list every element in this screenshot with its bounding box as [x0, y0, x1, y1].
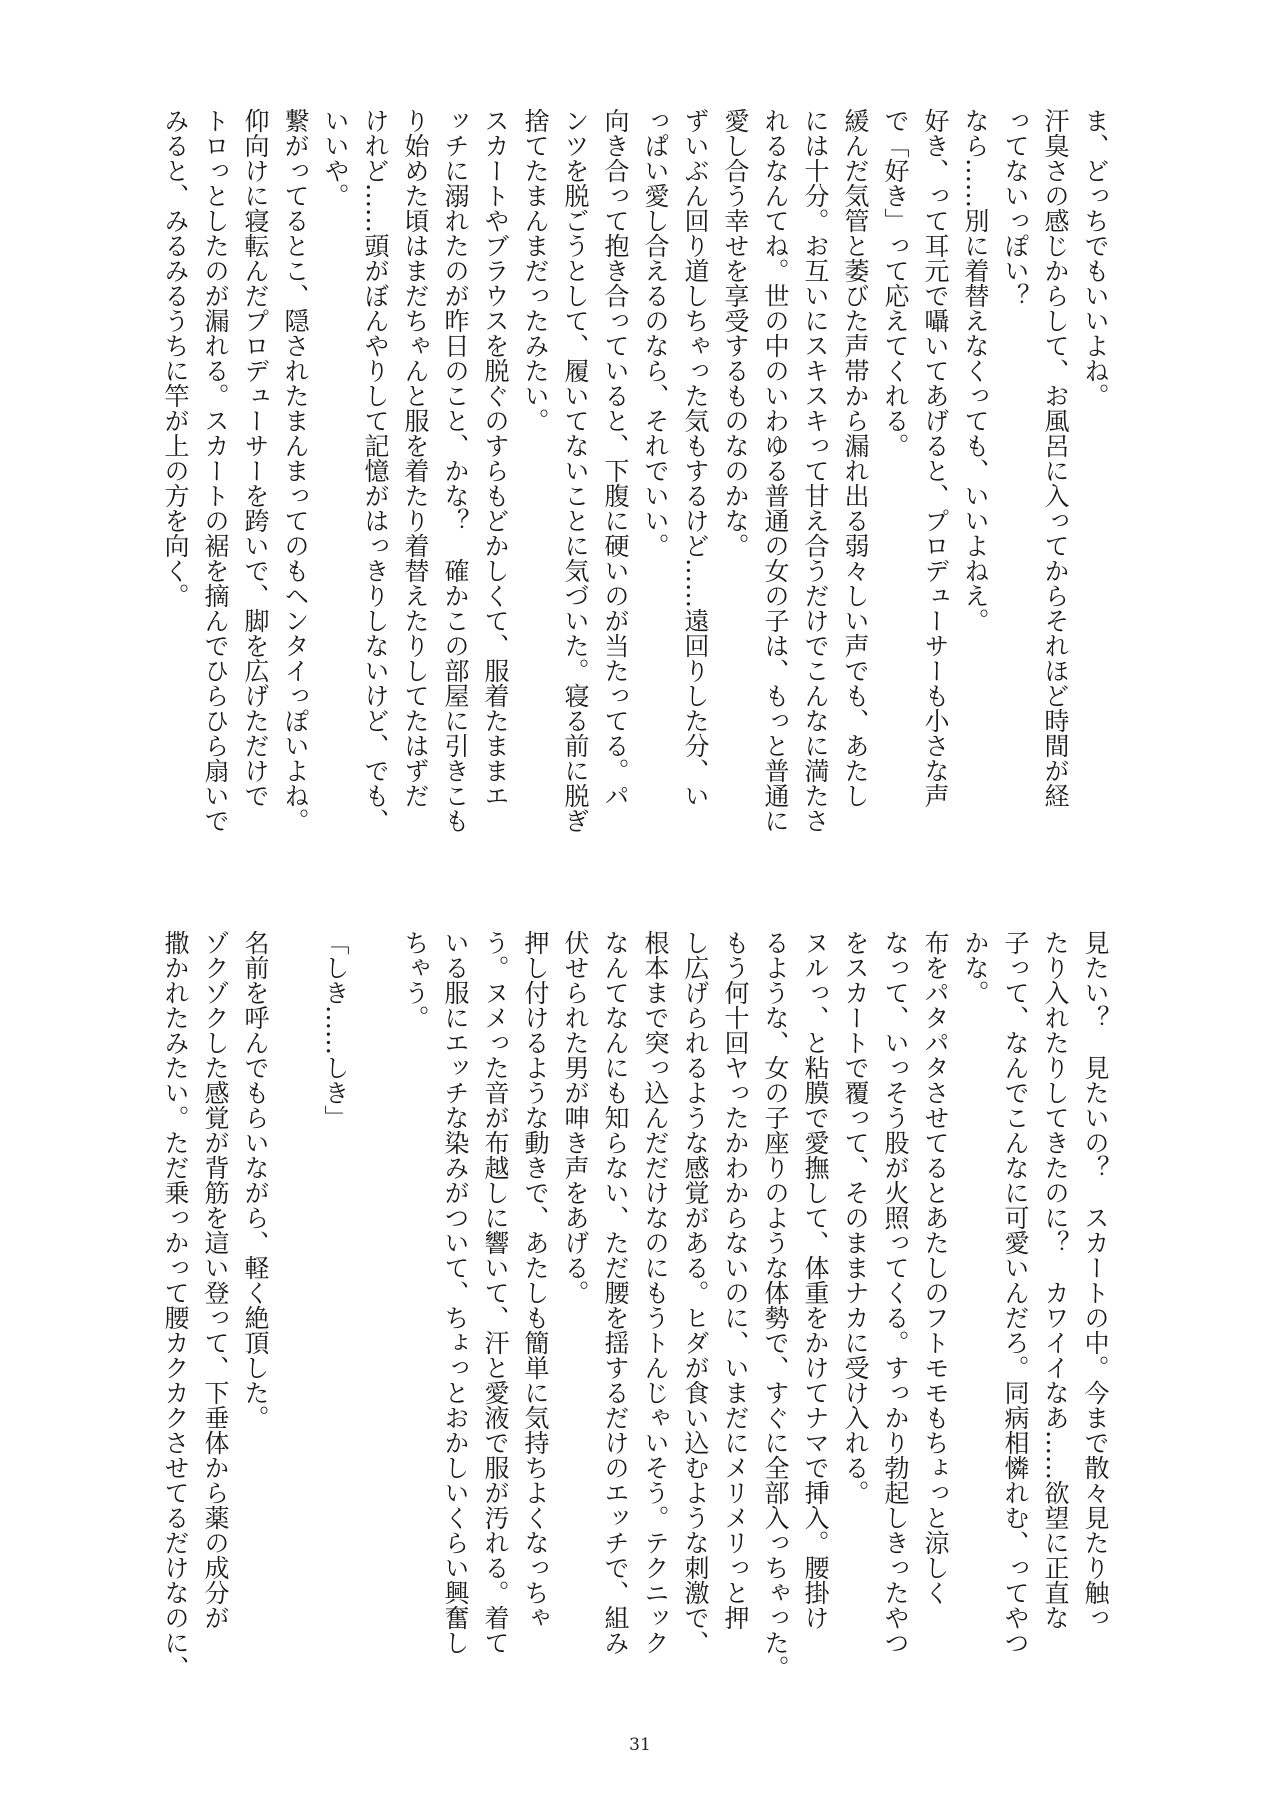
- page-number: 31: [629, 1735, 651, 1755]
- text-column: で「好き」って応えてくれる。: [881, 108, 910, 458]
- text-column: には十分。お互いにスキスキって甘え合うだけでこんなに満たさ: [801, 108, 830, 833]
- text-column: ンツを脱ごうとして、履いてないことに気づいた。寝る前に脱ぎ: [561, 108, 590, 833]
- text-column: ってないっぽい？: [1001, 108, 1030, 308]
- text-column: なって、いっそう股が火照ってくる。すっかり勃起しきったやつ: [881, 930, 910, 1655]
- text-column: をスカートで覆って、そのままナカに受け入れる。: [841, 930, 870, 1505]
- text-column: 伏せられた男が呻き声をあげる。: [561, 930, 590, 1305]
- text-column: 向き合って抱き合っていると、下腹に硬いのが当たってる。パ: [601, 108, 630, 808]
- text-column: 捨てたまんまだったみたい。: [521, 108, 550, 433]
- text-column: ちゃう。: [401, 930, 430, 1030]
- text-column: [355, 930, 395, 1690]
- text-column: 子って、なんでこんなに可愛いんだろ。同病相憐れむ、ってやつ: [1001, 930, 1030, 1655]
- text-column: 撒かれたみたい。ただ乗っかって腰カクカクさせてるだけなのに、: [161, 930, 190, 1680]
- text-column: 布をパタパタさせてるとあたしのフトモモもちょっと涼しく: [921, 930, 950, 1605]
- text-column: るような、女の子座りのような体勢で、すぐに全部入っちゃった。: [761, 930, 790, 1680]
- text-column: 「しき……しき」: [321, 930, 350, 1130]
- text-column: 愛し合う幸せを享受するものなのかな。: [721, 108, 750, 558]
- text-column: なんてなんにも知らない、ただ腰を揺するだけのエッチで、組み: [601, 930, 630, 1655]
- text-column: 緩んだ気管と萎びた声帯から漏れ出る弱々しい声でも、あたし: [841, 108, 870, 808]
- text-column: ヌルっ、と粘膜で愛撫して、体重をかけてナマで挿入。腰掛け: [801, 930, 830, 1630]
- text-column: 仰向けに寝転んだプロデューサーを跨いで、脚を広げただけで: [241, 108, 270, 808]
- text-column: もう何十回ヤったかわからないのに、いまだにメリメリっと押: [721, 930, 750, 1630]
- text-column: いいや。: [321, 108, 350, 208]
- text-block-upper: [155, 108, 1115, 868]
- text-column: 好き、って耳元で囁いてあげると、プロデューサーも小さな声: [921, 108, 950, 808]
- text-column: なら……別に着替えなくっても、いいよねえ。: [961, 108, 990, 633]
- text-column: いる服にエッチな染みがついて、ちょっとおかしいくらい興奮し: [441, 930, 470, 1655]
- text-column: スカートやブラウスを脱ぐのすらもどかしくて、服着たままエ: [481, 108, 510, 808]
- text-column: ま、どっちでもいいよね。: [1081, 108, 1110, 408]
- text-column: 汗臭さの感じからして、お風呂に入ってからそれほど時間が経: [1041, 108, 1070, 808]
- text-column: たり入れたりしてきたのに？ カワイイなあ……欲望に正直な: [1041, 930, 1070, 1630]
- text-column: 押し付けるような動きで、あたしも簡単に気持ちよくなっちゃ: [521, 930, 550, 1630]
- text-column: し広げられるような感覚がある。ヒダが食い込むような刺激で、: [681, 930, 710, 1655]
- text-column: り始めた頃はまだちゃんと服を着たり着替えたりしてたはずだ: [401, 108, 430, 808]
- text-column: れるなんてね。世の中のいわゆる普通の女の子は、もっと普通に: [761, 108, 790, 833]
- text-column: 名前を呼んでもらいながら、軽く絶頂した。: [241, 930, 270, 1430]
- text-column: かな。: [961, 930, 990, 1005]
- text-column: 根本まで突っ込んだだけなのにもうトんじゃいそう。テクニック: [641, 930, 670, 1655]
- text-block-lower: [155, 930, 1115, 1690]
- text-column: う。ヌメった音が布越しに響いて、汗と愛液で服が汚れる。着て: [481, 930, 510, 1655]
- text-column: [275, 930, 315, 1690]
- text-column: ッチに溺れたのが昨日のこと、かな？ 確かこの部屋に引きこも: [441, 108, 470, 833]
- text-column: ゾクゾクした感覚が背筋を這い登って、下垂体から薬の成分が: [201, 930, 230, 1630]
- text-column: ずいぶん回り道しちゃった気もするけど……遠回りした分、い: [681, 108, 710, 808]
- text-column: みると、みるみるうちに竿が上の方を向く。: [161, 108, 190, 608]
- text-column: っぱい愛し合えるのなら、それでいい。: [641, 108, 670, 558]
- text-column: 繋がってるとこ、隠されたまんまってのもヘンタイっぽいよね。: [281, 108, 310, 833]
- text-column: トロっとしたのが漏れる。スカートの裾を摘んでひらひら扇いで: [201, 108, 230, 833]
- text-column: けれど……頭がぼんやりして記憶がはっきりしないけど、でも、: [361, 108, 390, 833]
- text-column: 見たい？ 見たいの？ スカートの中。今まで散々見たり触っ: [1081, 930, 1110, 1630]
